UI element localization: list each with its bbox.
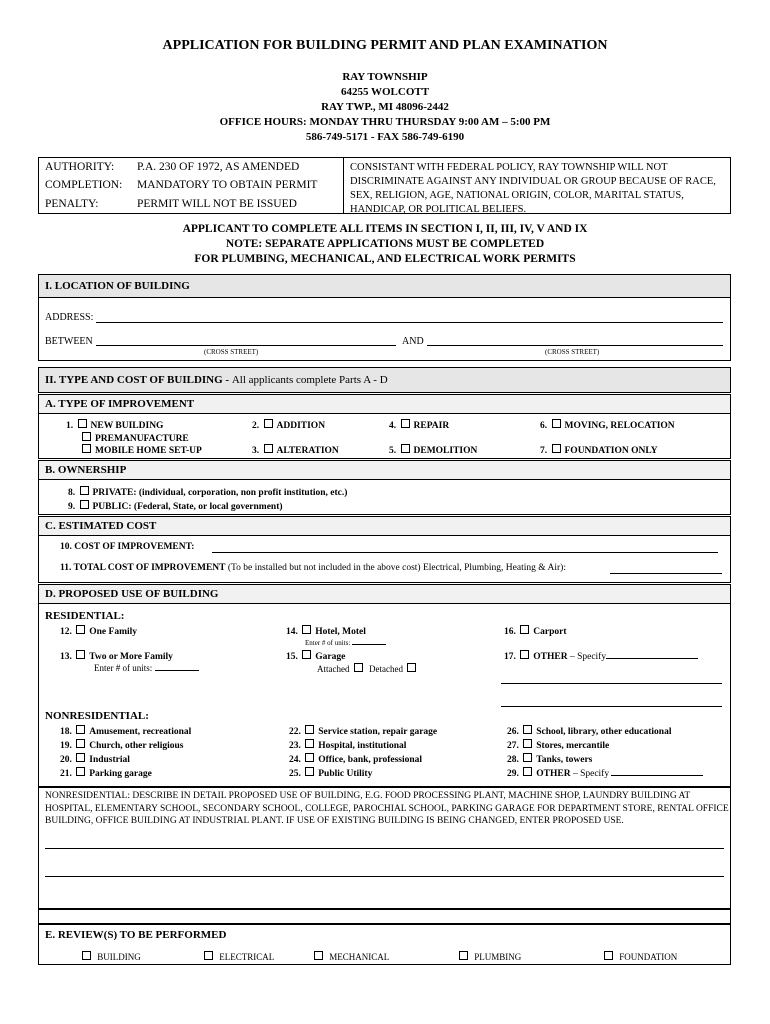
ownership-private: 8. PRIVATE: (individual, corporation, non profit institution, etc.) xyxy=(68,488,348,498)
cost-of-improvement-label: 10. COST OF IMPROVEMENT: xyxy=(60,542,195,552)
service-station-checkbox[interactable] xyxy=(305,725,314,734)
use-church: 19. Church, other religious xyxy=(60,741,184,751)
part-c-heading: C. ESTIMATED COST xyxy=(38,516,731,536)
other-nonresidential-checkbox[interactable] xyxy=(523,767,532,776)
describe-use-instructions: NONRESIDENTIAL: DESCRIBE IN DETAIL PROPOSED USE OF BUILDING, E.G. FOOD PROCESSING PLANT, MACHINE SHOP, LAUNDRY BUILDING AT HOSPITAL, ELEMENTARY SCHOOL, SECONDARY SCHOOL, COLLEGE, PAROCHIAL SCHOOL, PARKING GARAGE FOR DEPARTMENT STORE, RENTAL OFFICE BUILDING, OFFICE BUILDING AT INDUSTRIAL PLANT. IF USE OF EXISTING BUILDING IS BEING CHANGED, ENTER PROPOSED USE. xyxy=(45,791,729,826)
section-2-heading: II. TYPE AND COST OF BUILDING - All applicants complete Parts A - D xyxy=(38,367,731,393)
tanks-checkbox[interactable] xyxy=(523,753,532,762)
use-stores: 27. Stores, mercantile xyxy=(507,741,610,751)
foundation-review-checkbox[interactable] xyxy=(604,951,613,960)
use-parking: 21. Parking garage xyxy=(60,769,152,779)
private-checkbox[interactable] xyxy=(80,486,89,495)
township-city: RAY TWP., MI 48096-2442 xyxy=(321,101,449,113)
one-family-checkbox[interactable] xyxy=(76,625,85,634)
other-residential-line[interactable] xyxy=(501,683,722,684)
use-office: 24. Office, bank, professional xyxy=(289,755,423,765)
section-1-body xyxy=(38,297,731,361)
repair-checkbox[interactable] xyxy=(401,419,410,428)
completion-row: COMPLETION: MANDATORY TO OBTAIN PERMIT xyxy=(45,179,318,191)
public-utility-checkbox[interactable] xyxy=(305,767,314,776)
authority-box xyxy=(38,157,731,214)
section-1-heading: I. LOCATION OF BUILDING xyxy=(38,274,731,298)
cross-street-caption: (CROSS STREET) xyxy=(545,348,600,356)
instruction-line-1: APPLICANT TO COMPLETE ALL ITEMS IN SECTION I, II, III, IV, V AND IX xyxy=(182,223,588,235)
public-checkbox[interactable] xyxy=(80,500,89,509)
use-other-residential: 17. OTHER – Specify xyxy=(504,650,698,662)
review-plumbing: PLUMBING xyxy=(457,951,521,962)
use-amusement: 18. Amusement, recreational xyxy=(60,727,192,737)
demolition-checkbox[interactable] xyxy=(401,444,410,453)
ownership-public: 9. PUBLIC: (Federal, State, or local government) xyxy=(68,502,283,512)
two-family-checkbox[interactable] xyxy=(76,650,85,659)
other-residential-checkbox[interactable] xyxy=(520,650,529,659)
premanufacture-checkbox[interactable] xyxy=(82,432,91,441)
penalty-row: PENALTY: PERMIT WILL NOT BE ISSUED xyxy=(45,198,297,210)
review-electrical: ELECTRICAL xyxy=(202,951,274,962)
authority-row: AUTHORITY: P.A. 230 OF 1972, AS AMENDED xyxy=(45,161,300,173)
amusement-checkbox[interactable] xyxy=(76,725,85,734)
mobile-home-checkbox[interactable] xyxy=(82,444,91,453)
use-hospital: 23. Hospital, institutional xyxy=(289,741,407,751)
garage-type-row: Attached Detached xyxy=(317,663,420,674)
use-other-nonresidential: 29. OTHER – Specify xyxy=(507,767,703,779)
cost-of-improvement-field[interactable] xyxy=(212,552,718,553)
type-repair: 4. REPAIR xyxy=(389,421,450,431)
use-two-family: 13. Two or More Family xyxy=(60,652,173,662)
units-field[interactable] xyxy=(155,670,199,671)
attached-checkbox[interactable] xyxy=(354,663,363,672)
use-garage: 15. Garage xyxy=(286,652,346,662)
type-addition: 2. ADDITION xyxy=(252,421,326,431)
part-b-heading: B. OWNERSHIP xyxy=(38,460,731,480)
school-checkbox[interactable] xyxy=(523,725,532,734)
type-moving: 6. MOVING, RELOCATION xyxy=(540,421,675,431)
authority-left xyxy=(39,158,344,213)
and-label: AND xyxy=(402,336,424,347)
type-new-building: 1. NEW BUILDING xyxy=(66,421,164,431)
garage-checkbox[interactable] xyxy=(302,650,311,659)
hotel-units-field[interactable] xyxy=(352,644,386,645)
hotel-units-row: Enter # of units: xyxy=(305,639,386,647)
type-mobile-home: MOBILE HOME SET-UP xyxy=(80,444,202,456)
review-mechanical: MECHANICAL xyxy=(312,951,389,962)
page-title: APPLICATION FOR BUILDING PERMIT AND PLAN EXAMINATION xyxy=(162,38,608,53)
other-residential-line[interactable] xyxy=(501,706,722,707)
plumbing-review-checkbox[interactable] xyxy=(459,951,468,960)
cross-street-caption: (CROSS STREET) xyxy=(204,348,259,356)
type-alteration: 3. ALTERATION xyxy=(252,446,339,456)
type-demolition: 5. DEMOLITION xyxy=(389,446,478,456)
parking-checkbox[interactable] xyxy=(76,767,85,776)
other-residential-specify-field[interactable] xyxy=(606,658,698,659)
type-foundation-only: 7. FOUNDATION ONLY xyxy=(540,446,658,456)
part-a-heading: A. TYPE OF IMPROVEMENT xyxy=(38,394,731,414)
other-nonresidential-specify-field[interactable] xyxy=(611,775,703,776)
use-public-utility: 25. Public Utility xyxy=(289,769,373,779)
units-row: Enter # of units: xyxy=(94,663,199,673)
address-field[interactable] xyxy=(96,322,723,323)
addition-checkbox[interactable] xyxy=(264,419,273,428)
instruction-line-2: NOTE: SEPARATE APPLICATIONS MUST BE COMPLETED xyxy=(225,238,545,250)
part-e-spacer xyxy=(38,909,731,924)
total-cost-row: 11. TOTAL COST OF IMPROVEMENT (To be installed but not included in the above cost) Electrical, Plumbing, Heating & Air): xyxy=(60,563,566,573)
new-building-checkbox[interactable] xyxy=(78,419,87,428)
address-label: ADDRESS: xyxy=(45,312,94,323)
between-label: BETWEEN xyxy=(45,336,93,347)
total-cost-field[interactable] xyxy=(610,573,722,574)
type-premanufacture: PREMANUFACTURE xyxy=(80,432,189,444)
describe-use-field[interactable] xyxy=(45,876,724,877)
use-hotel: 14. Hotel, Motel xyxy=(286,627,366,637)
residential-label: RESIDENTIAL: xyxy=(45,610,125,622)
alteration-checkbox[interactable] xyxy=(264,444,273,453)
hotel-checkbox[interactable] xyxy=(302,625,311,634)
use-service-station: 22. Service station, repair garage xyxy=(289,727,438,737)
part-d-heading: D. PROPOSED USE OF BUILDING xyxy=(38,584,731,604)
foundation-only-checkbox[interactable] xyxy=(552,444,561,453)
use-carport: 16. Carport xyxy=(504,627,567,637)
use-industrial: 20. Industrial xyxy=(60,755,130,765)
township-name: RAY TOWNSHIP xyxy=(342,71,428,83)
part-e-heading: E. REVIEW(S) TO BE PERFORMED xyxy=(45,929,227,941)
describe-use-field[interactable] xyxy=(45,848,724,849)
instruction-line-3: FOR PLUMBING, MECHANICAL, AND ELECTRICAL WORK PERMITS xyxy=(194,253,576,265)
phone-fax: 586-749-5171 - FAX 586-749-6190 xyxy=(305,131,465,143)
township-street: 64255 WOLCOTT xyxy=(340,86,430,98)
industrial-checkbox[interactable] xyxy=(76,753,85,762)
nondiscrimination-policy: CONSISTANT WITH FEDERAL POLICY, RAY TOWNSHIP WILL NOT DISCRIMINATE AGAINST ANY INDIVIDUAL OR GROUP BECAUSE OF RACE, SEX, RELIGION, AGE, NATIONAL ORIGIN, COLOR, MARITAL STATUS, HANDICAP, OR POLITICAL BELIEFS. xyxy=(350,162,716,215)
moving-checkbox[interactable] xyxy=(552,419,561,428)
building-review-checkbox[interactable] xyxy=(82,951,91,960)
and-street-field[interactable] xyxy=(427,345,723,346)
electrical-review-checkbox[interactable] xyxy=(204,951,213,960)
use-school: 26. School, library, other educational xyxy=(507,727,672,737)
use-tanks: 28. Tanks, towers xyxy=(507,755,593,765)
detached-checkbox[interactable] xyxy=(407,663,416,672)
office-checkbox[interactable] xyxy=(305,753,314,762)
use-one-family: 12. One Family xyxy=(60,627,138,637)
stores-checkbox[interactable] xyxy=(523,739,532,748)
church-checkbox[interactable] xyxy=(76,739,85,748)
carport-checkbox[interactable] xyxy=(520,625,529,634)
office-hours: OFFICE HOURS: MONDAY THRU THURSDAY 9:00 AM – 5:00 PM xyxy=(219,116,551,128)
nonresidential-label: NONRESIDENTIAL: xyxy=(45,710,149,722)
review-building: BUILDING xyxy=(80,951,141,962)
between-street-field[interactable] xyxy=(96,345,396,346)
mechanical-review-checkbox[interactable] xyxy=(314,951,323,960)
hospital-checkbox[interactable] xyxy=(305,739,314,748)
review-foundation: FOUNDATION xyxy=(602,951,677,962)
